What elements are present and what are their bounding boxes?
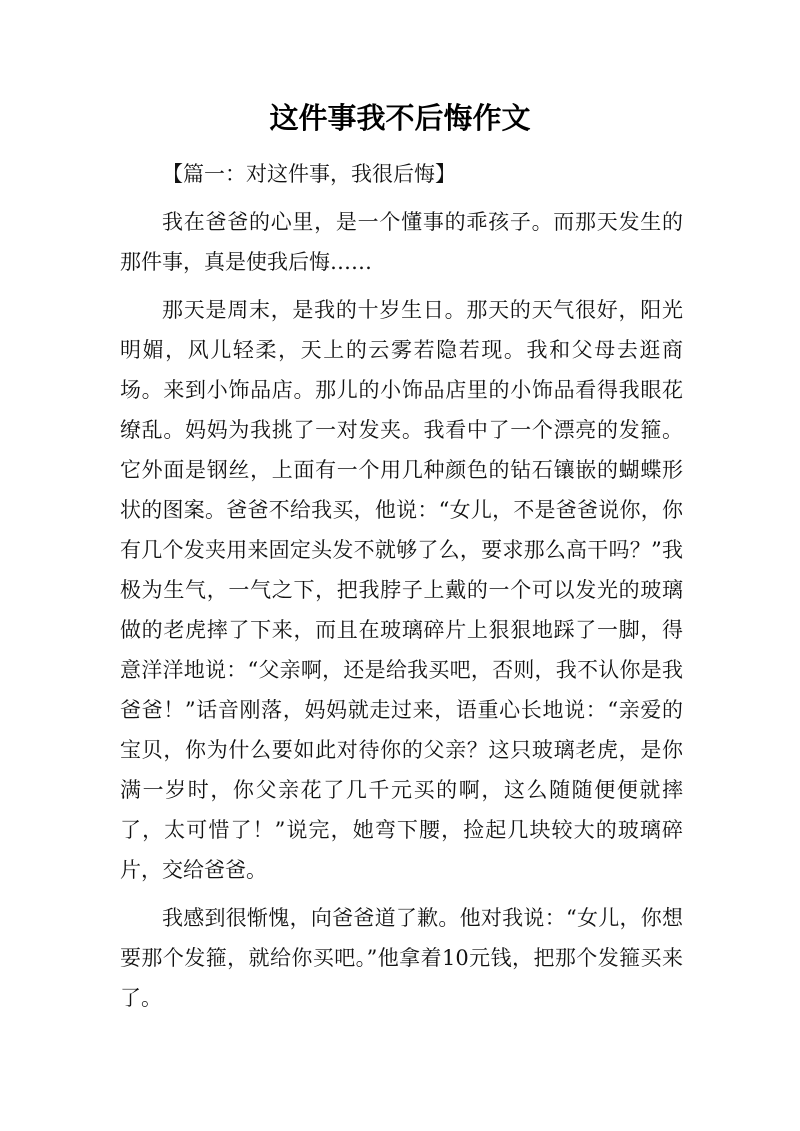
section-heading: 【篇一：对这件事，我很后悔】 <box>162 162 456 186</box>
paragraph: 我在爸爸的心里，是一个懂事的乖孩子。而那天发生的那件事，真是使我后悔…… <box>120 210 683 274</box>
document-title: 这件事我不后悔作文 <box>269 101 531 135</box>
paragraph: 我感到很惭愧，向爸爸道了歉。他对我说：“女儿，你想要那个发箍，就给你买吧。”他拿着10元钱，把那个发箍买来了。 <box>120 906 683 1010</box>
paragraph: 那天是周末，是我的十岁生日。那天的天气很好，阳光明媚，风儿轻柔，天上的云雾若隐若现。我和父母去逛商场。来到小饰品店。那儿的小饰品店里的小饰品看得我眼花缭乱。妈妈为我挑了一对发夹。我看中了一个漂亮的发箍。它外面是钢丝，上面有一个用几种颜色的钻石镶嵌的蝴蝶形状的图案。爸爸不给我买，他说：“女儿，不是爸爸说你，你有几个发夹用来固定头发不就够了么，要求那么高干吗？”我极为生气，一气之下，把我脖子上戴的一个可以发光的玻璃做的老虎摔了下来，而且在玻璃碎片上狠狠地踩了一脚，得意洋洋地说：“父亲啊，还是给我买吧，否则，我不认你是我爸爸！”话音刚落，妈妈就走过来，语重心长地说：“亲爱的宝贝，你为什么要如此对待你的父亲？这只玻璃老虎，是你满一岁时，你父亲花了几千元买的啊，这么随随便便就摔了，太可惜了！”说完，她弯下腰，捡起几块较大的玻璃碎片，交给爸爸。 <box>120 298 683 882</box>
document-body <box>120 154 683 1026</box>
